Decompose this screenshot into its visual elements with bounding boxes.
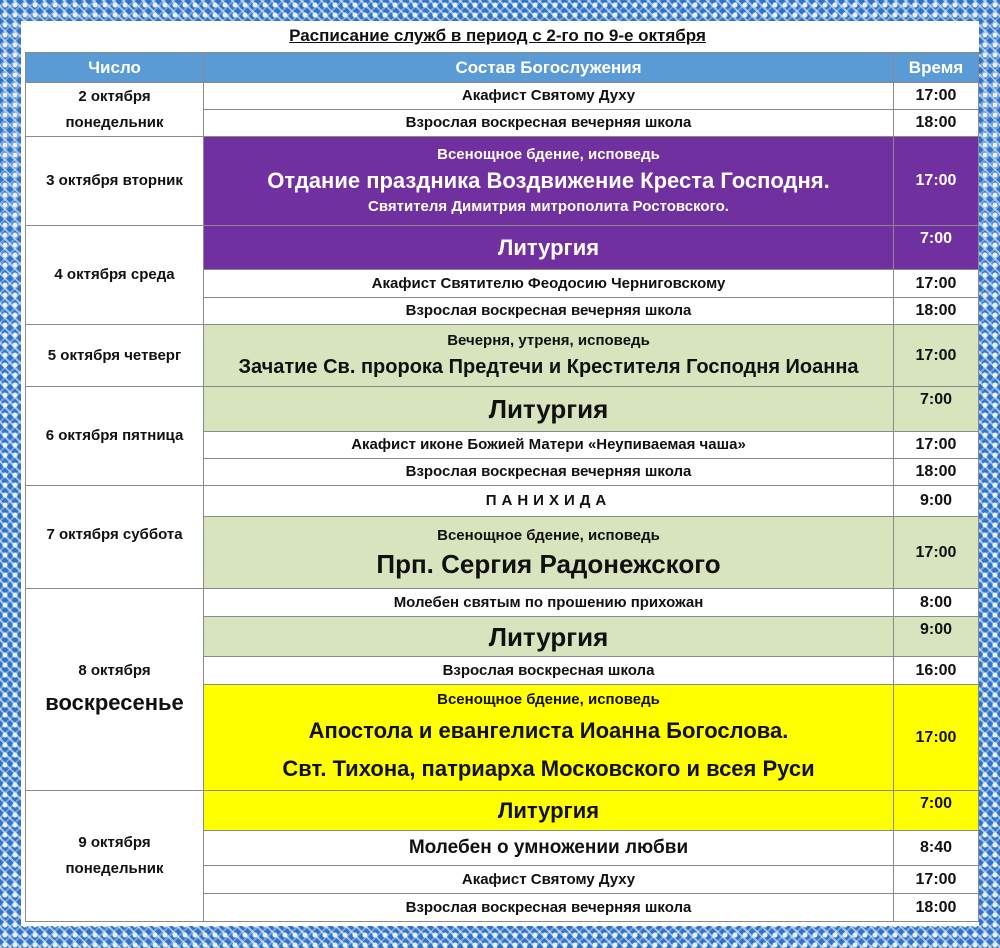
date-cell bbox=[26, 791, 204, 922]
service-cell bbox=[204, 831, 894, 866]
moleben-title: Молебен о умножении любви bbox=[408, 836, 689, 858]
liturgy-title: Литургия bbox=[488, 621, 609, 652]
feast-subtitle: Святителя Димитрия митрополита Ростовского. bbox=[368, 198, 729, 215]
service-cell: Акафист Святителю Феодосию Черниговскому bbox=[204, 270, 894, 298]
table-row bbox=[26, 791, 979, 831]
time-cell: 9:00 bbox=[894, 486, 979, 517]
time-cell: 7:00 bbox=[894, 791, 979, 831]
date-cell: 4 октября среда bbox=[26, 226, 204, 325]
date-cell bbox=[26, 83, 204, 137]
service-cell: Акафист Святому Духу bbox=[204, 866, 894, 894]
liturgy-title: Литургия bbox=[497, 797, 600, 823]
schedule-table bbox=[25, 52, 979, 922]
date-line: 9 октября bbox=[78, 834, 151, 851]
time-cell: 9:00 bbox=[894, 617, 979, 657]
service-cell-highlight bbox=[204, 387, 894, 432]
service-cell-highlight bbox=[204, 617, 894, 657]
time-cell: 17:00 bbox=[894, 517, 979, 589]
service-subtitle: Всенощное бдение, исповедь bbox=[437, 146, 660, 163]
table-row bbox=[26, 387, 979, 432]
weekday-line: понедельник bbox=[65, 113, 164, 131]
time-cell: 18:00 bbox=[894, 110, 979, 137]
service-cell-highlight bbox=[204, 791, 894, 831]
feast-title: Прп. Сергия Радонежского bbox=[376, 548, 721, 579]
service-cell: Молебен святым по прошению прихожан bbox=[204, 589, 894, 617]
time-cell: 7:00 bbox=[894, 226, 979, 270]
time-cell: 18:00 bbox=[894, 459, 979, 486]
date-line: 2 октября bbox=[78, 87, 151, 105]
feast-title: Отдание праздника Воздвижение Креста Господня. bbox=[267, 168, 830, 193]
service-cell-highlight bbox=[204, 226, 894, 270]
service-cell-highlight bbox=[204, 517, 894, 589]
weekday-line: понедельник bbox=[65, 860, 164, 877]
date-cell: 5 октября четверг bbox=[26, 325, 204, 387]
time-cell: 17:00 bbox=[894, 83, 979, 110]
service-cell: Взрослая воскресная вечерняя школа bbox=[204, 110, 894, 137]
service-cell: Взрослая воскресная вечерняя школа bbox=[204, 459, 894, 486]
service-subtitle: Всенощное бдение, исповедь bbox=[437, 526, 660, 544]
service-subtitle: Всенощное бдение, исповедь bbox=[437, 690, 660, 708]
table-row bbox=[26, 486, 979, 517]
feast-title: Зачатие Св. пророка Предтечи и Крестителя Господня Иоанна bbox=[238, 355, 859, 378]
table-row bbox=[26, 226, 979, 270]
panikhida-label: ПАНИХИДА bbox=[485, 492, 612, 509]
table-row bbox=[26, 83, 979, 110]
schedule-title: Расписание служб в период с 2-го по 9-е октября bbox=[289, 26, 706, 45]
time-cell: 17:00 bbox=[894, 137, 979, 226]
service-cell-highlight bbox=[204, 325, 894, 387]
table-row bbox=[26, 325, 979, 387]
time-cell: 17:00 bbox=[894, 270, 979, 298]
liturgy-title: Литургия bbox=[497, 234, 600, 260]
header-time: Время bbox=[894, 53, 979, 83]
time-cell: 18:00 bbox=[894, 894, 979, 922]
time-cell: 8:40 bbox=[894, 831, 979, 866]
date-line: 8 октября bbox=[78, 661, 151, 679]
service-cell-highlight bbox=[204, 685, 894, 791]
time-cell: 16:00 bbox=[894, 657, 979, 685]
service-cell bbox=[204, 486, 894, 517]
time-cell: 18:00 bbox=[894, 298, 979, 325]
service-cell-highlight bbox=[204, 137, 894, 226]
header-service: Состав Богослужения bbox=[204, 53, 894, 83]
service-cell: Взрослая воскресная вечерняя школа bbox=[204, 894, 894, 922]
time-cell: 17:00 bbox=[894, 685, 979, 791]
date-cell bbox=[26, 589, 204, 791]
time-cell: 8:00 bbox=[894, 589, 979, 617]
date-cell: 7 октября суббота bbox=[26, 486, 204, 589]
time-cell: 17:00 bbox=[894, 325, 979, 387]
service-cell: Взрослая воскресная школа bbox=[204, 657, 894, 685]
header-row bbox=[26, 53, 979, 83]
time-cell: 17:00 bbox=[894, 866, 979, 894]
weekday-line: воскресенье bbox=[45, 689, 184, 715]
header-date: Число bbox=[26, 53, 204, 83]
table-row bbox=[26, 589, 979, 617]
table-row bbox=[26, 137, 979, 226]
liturgy-title: Литургия bbox=[488, 394, 609, 424]
date-cell: 3 октября вторник bbox=[26, 137, 204, 226]
feast-title-2: Свт. Тихона, патриарха Московского и всея Руси bbox=[282, 755, 815, 781]
service-cell: Взрослая воскресная вечерняя школа bbox=[204, 298, 894, 325]
feast-title: Апостола и евангелиста Иоанна Богослова. bbox=[308, 717, 789, 743]
service-cell: Акафист иконе Божией Матери «Неупиваемая чаша» bbox=[204, 432, 894, 459]
time-cell: 7:00 bbox=[894, 387, 979, 432]
date-cell: 6 октября пятница bbox=[26, 387, 204, 486]
service-subtitle: Вечерня, утреня, исповедь bbox=[447, 331, 650, 349]
time-cell: 17:00 bbox=[894, 432, 979, 459]
service-cell: Акафист Святому Духу bbox=[204, 83, 894, 110]
